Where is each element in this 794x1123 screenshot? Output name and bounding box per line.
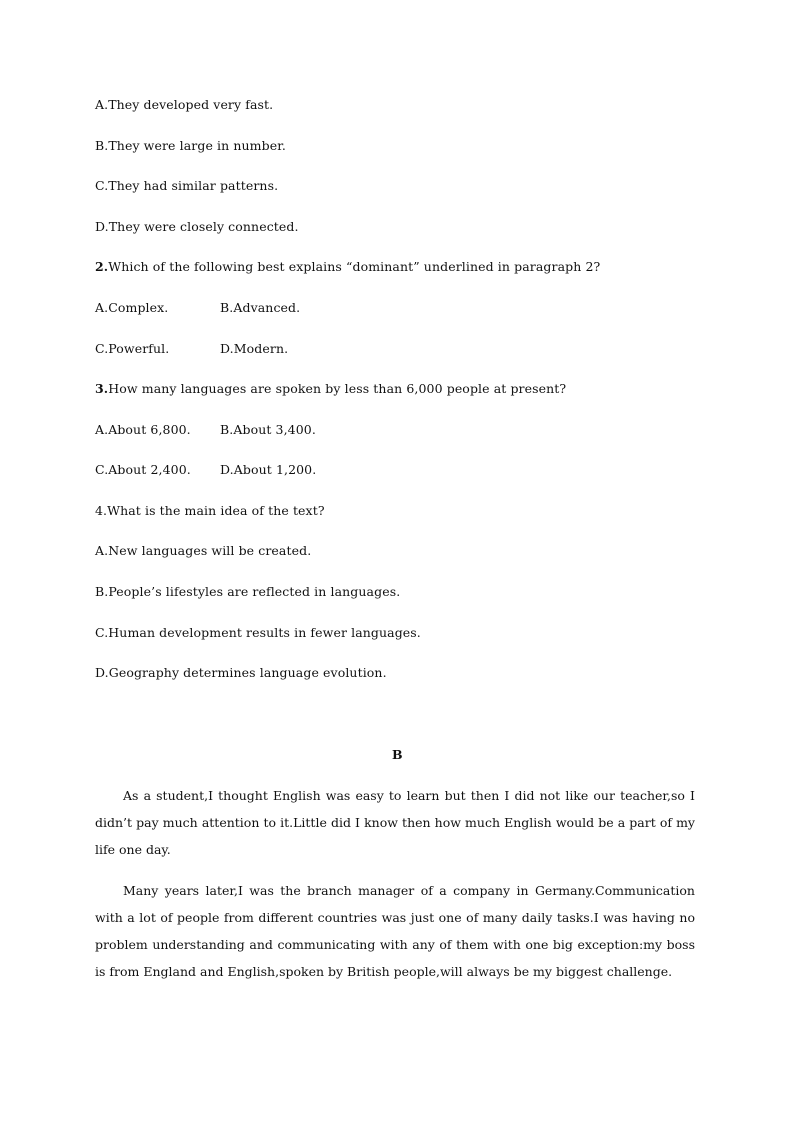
q4-option-b: B.People’s lifestyles are reflected in languages. xyxy=(95,584,401,599)
q4-text: What is the main idea of the text? xyxy=(107,503,325,518)
q3-option-c: C.About 2,400. xyxy=(95,462,191,477)
q2-option-c: C.Powerful. xyxy=(95,341,170,356)
q3-number: 3. xyxy=(95,381,109,396)
q3-option-b: B.About 3,400. xyxy=(220,422,316,437)
section-b-paragraph-2: Many years later,I was the branch manager of a company in Germany.Communication with a lot of people from different countries was just one of many daily tasks.I was having no problem understanding and communicating with any of them with one big exception:my boss is from England and English,spoken by British people,will always be my biggest challenge. xyxy=(95,883,695,979)
q4-option-d: D.Geography determines language evolution. xyxy=(95,665,387,680)
q1-option-c: C.They had similar patterns. xyxy=(95,178,279,193)
section-b-paragraph-1: As a student,I thought English was easy to learn but then I did not like our teacher,so I didn’t pay much attention to it.Little did I know then how much English would be a part of my life one day. xyxy=(95,788,695,857)
q4-option-c: C.Human development results in fewer languages. xyxy=(95,625,421,640)
q3-option-d: D.About 1,200. xyxy=(220,462,317,477)
q2-number: 2. xyxy=(95,259,109,274)
q1-option-a: A.They developed very fast. xyxy=(95,97,274,112)
q1-option-d: D.They were closely connected. xyxy=(95,219,299,234)
q3-stem xyxy=(95,381,566,397)
q2-text: Which of the following best explains “dominant” underlined in paragraph 2? xyxy=(108,259,601,274)
q2-options-row-1 xyxy=(95,300,168,316)
q2-stem xyxy=(95,259,600,275)
q2-option-d: D.Modern. xyxy=(220,341,289,356)
q3-text: How many languages are spoken by less than 6,000 people at present? xyxy=(108,381,567,396)
q2-option-b: B.Advanced. xyxy=(220,300,301,315)
q3-option-a: A.About 6,800. xyxy=(95,422,191,437)
q4-option-a: A.New languages will be created. xyxy=(95,543,312,558)
q1-option-b: B.They were large in number. xyxy=(95,138,286,153)
section-b-heading: B xyxy=(392,747,403,762)
q4-stem xyxy=(95,503,325,519)
q2-option-a: A.Complex. xyxy=(95,300,169,315)
q4-number: 4. xyxy=(95,503,108,518)
